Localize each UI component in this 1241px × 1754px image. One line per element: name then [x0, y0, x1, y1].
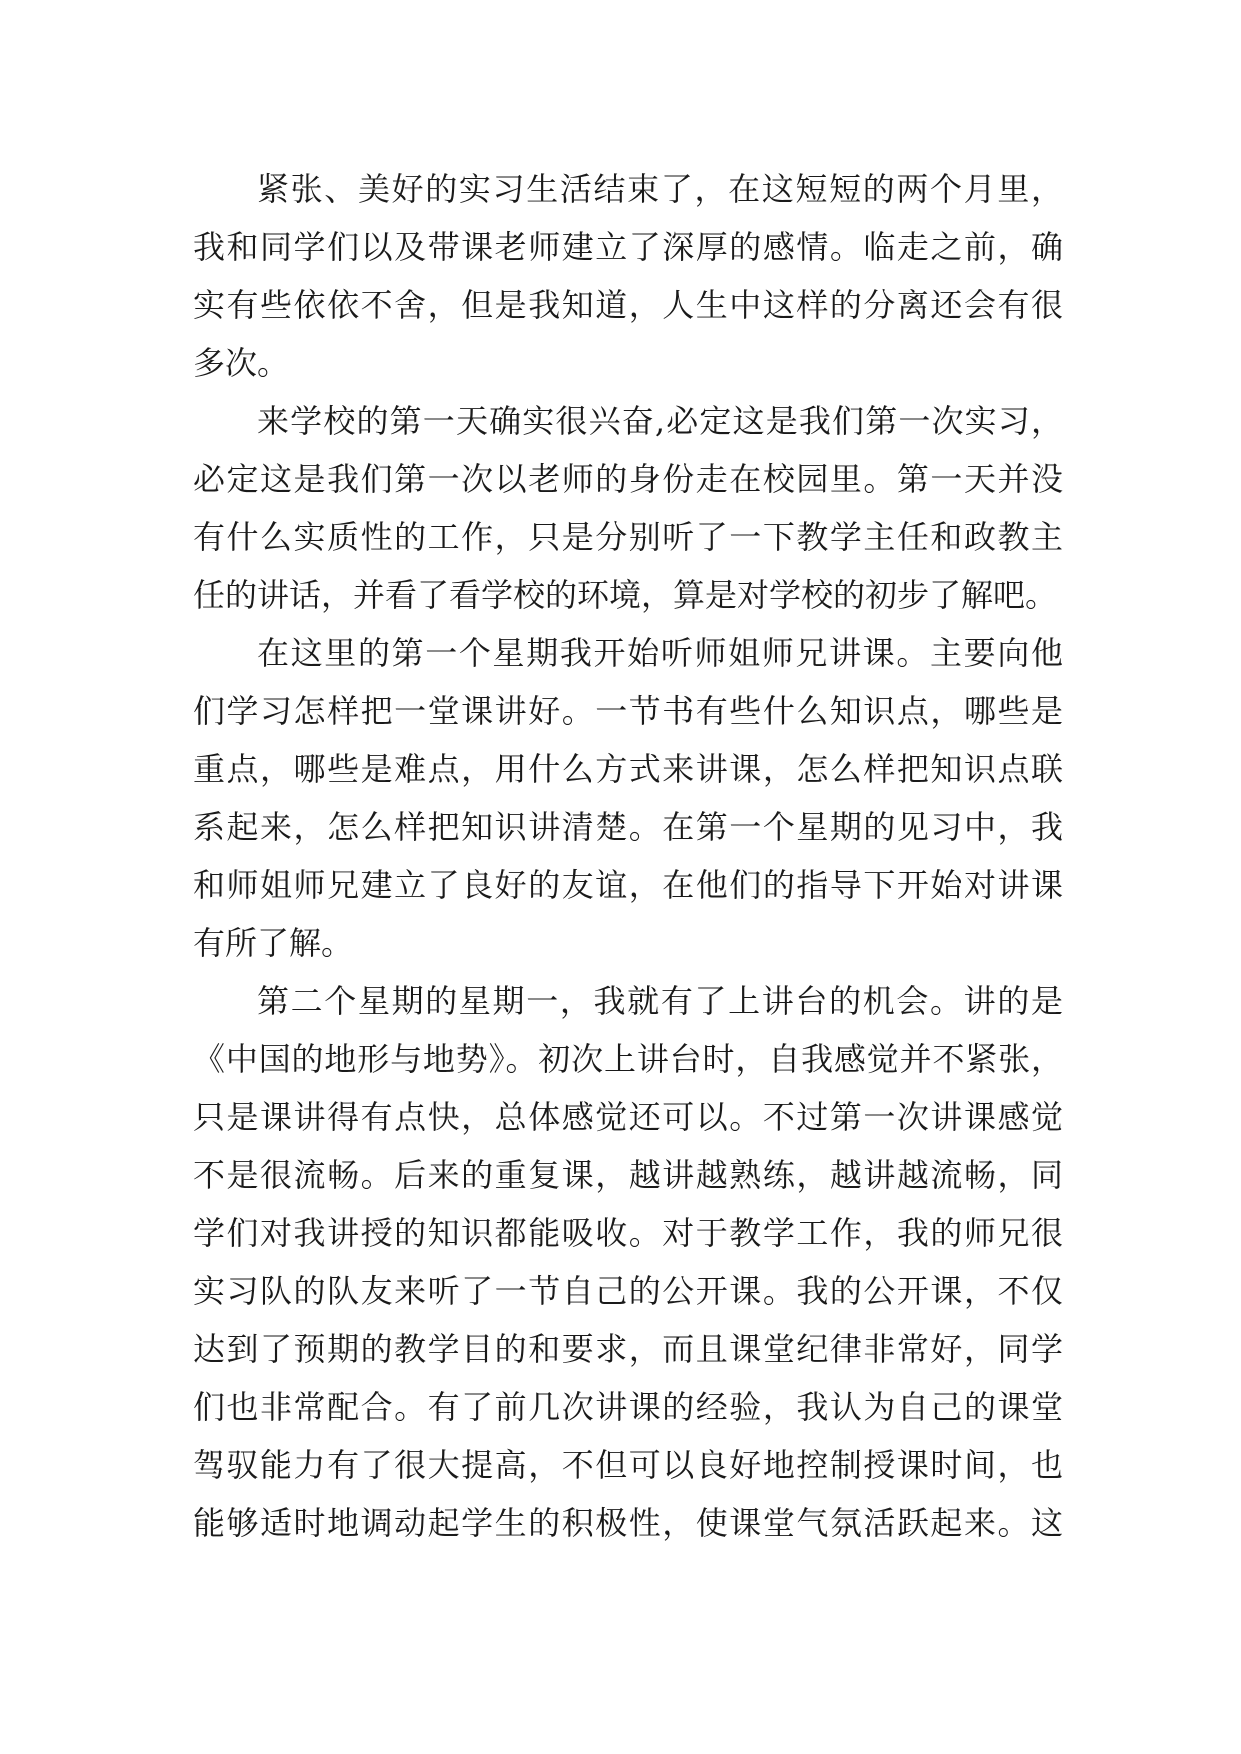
- text-line: 只是课讲得有点快，总体感觉还可以。不过第一次讲课感觉: [193, 1098, 1063, 1136]
- text-line: 驾驭能力有了很大提高，不但可以良好地控制授课时间，也: [193, 1446, 1063, 1484]
- text-line: 达到了预期的教学目的和要求，而且课堂纪律非常好，同学: [193, 1330, 1063, 1368]
- text-line: 系起来，怎么样把知识讲清楚。在第一个星期的见习中，我: [193, 808, 1063, 846]
- text-line: 们学习怎样把一堂课讲好。一节书有些什么知识点，哪些是: [193, 692, 1063, 730]
- text-line: 必定这是我们第一次以老师的身份走在校园里。第一天并没: [193, 460, 1063, 498]
- text-line: 不是很流畅。后来的重复课，越讲越熟练，越讲越流畅，同: [193, 1156, 1063, 1194]
- text-line: 实有些依依不舍，但是我知道，人生中这样的分离还会有很: [193, 286, 1063, 324]
- text-line: 学们对我讲授的知识都能吸收。对于教学工作，我的师兄很: [193, 1214, 1063, 1252]
- text-line: 多次。: [193, 344, 290, 382]
- text-line: 任的讲话，并看了看学校的环境，算是对学校的初步了解吧。: [193, 576, 1058, 614]
- paragraph-first-line: 在这里的第一个星期我开始听师姐师兄讲课。主要向他: [257, 634, 1063, 672]
- text-line: 重点，哪些是难点，用什么方式来讲课，怎么样把知识点联: [193, 750, 1063, 788]
- text-line: 能够适时地调动起学生的积极性，使课堂气氛活跃起来。这: [193, 1504, 1063, 1542]
- text-line: 我和同学们以及带课老师建立了深厚的感情。临走之前，确: [193, 228, 1063, 266]
- paragraph-first-line: 第二个星期的星期一，我就有了上讲台的机会。讲的是: [257, 982, 1063, 1020]
- text-line: 实习队的队友来听了一节自己的公开课。我的公开课，不仅: [193, 1272, 1063, 1310]
- paragraph-first-line: 紧张、美好的实习生活结束了，在这短短的两个月里，: [257, 170, 1063, 208]
- paragraph-first-line: 来学校的第一天确实很兴奋,必定这是我们第一次实习，: [257, 402, 1063, 440]
- text-line: 有所了解。: [193, 924, 354, 962]
- text-line: 们也非常配合。有了前几次讲课的经验，我认为自己的课堂: [193, 1388, 1063, 1426]
- document-body: [193, 160, 1063, 1552]
- text-line: 有什么实质性的工作，只是分别听了一下教学主任和政教主: [193, 518, 1063, 556]
- text-line: 和师姐师兄建立了良好的友谊，在他们的指导下开始对讲课: [193, 866, 1063, 904]
- text-line: 《中国的地形与地势》。初次上讲台时，自我感觉并不紧张，: [193, 1040, 1063, 1078]
